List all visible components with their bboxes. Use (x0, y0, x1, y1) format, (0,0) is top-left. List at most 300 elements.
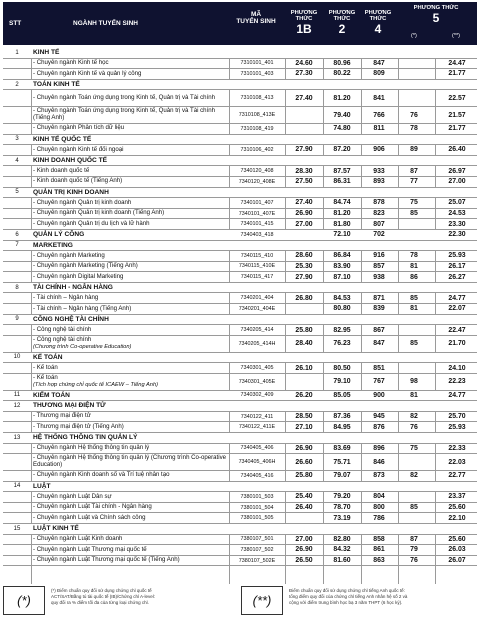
row-name-text: - Chuyên ngành Quản trị du lịch và lữ hành (33, 219, 150, 227)
row-code (231, 241, 283, 251)
row-stt (3, 325, 31, 335)
row-name-text: - Chuyên ngành Luật Thương mại quốc tế (33, 545, 147, 553)
footnote-double-star-line2: tổng điểm quy đổi của chứng chỉ tiếng Anh nhân hệ số 2 và (289, 594, 408, 600)
row-name-text: TÀI CHÍNH - NGÂN HÀNG (33, 284, 113, 292)
score-method-5-star: 76 (410, 557, 418, 565)
score-method-5-star: 78 (410, 125, 418, 133)
section-row (3, 80, 477, 91)
row-name (33, 272, 229, 282)
score-method-2: 83.69 (333, 444, 351, 452)
row-name-text: - Chuyên ngành Kinh tế đối ngoại (33, 145, 124, 153)
row-name-text: HỆ THỐNG THÔNG TIN QUẢN LÝ (33, 434, 138, 442)
table-row (3, 69, 477, 80)
row-name (33, 513, 229, 523)
row-name-text: KINH DOANH QUỐC TẾ (33, 156, 107, 164)
score-method-5-double-star: 24.47 (448, 59, 466, 67)
score-method-1b (287, 315, 321, 325)
row-name-text: - Chuyên ngành Toán ứng dụng trong Kinh tế, Quản trị và Tài chính (Tiếng Anh) (33, 107, 216, 122)
row-code: 7380101_505 (240, 515, 274, 522)
score-method-5-double-star: 22.10 (448, 514, 466, 522)
table-row (3, 59, 477, 70)
score-method-4: 800 (373, 504, 385, 512)
table-row (3, 262, 477, 273)
score-method-1b: 26.90 (295, 444, 313, 452)
score-method-5-star: 75 (410, 444, 418, 452)
score-method-5-star: 77 (410, 178, 418, 186)
row-name (33, 293, 229, 303)
score-method-4 (363, 353, 395, 363)
score-method-5-star: 85 (410, 294, 418, 302)
score-method-1b (287, 304, 321, 314)
row-code: 7380107_502E (238, 557, 276, 564)
score-method-4 (363, 188, 395, 198)
row-stt: 11 (13, 392, 21, 399)
score-method-1b: 27.90 (295, 273, 313, 281)
footnote-star-line3: quy đổi ra % điểm tối đa của từng loại chứng chỉ. (51, 600, 149, 606)
score-method-5-double-star: 27.00 (448, 178, 466, 186)
score-method-2 (325, 433, 359, 443)
row-name (33, 444, 229, 454)
row-stt (3, 69, 31, 79)
row-stt (3, 422, 31, 432)
score-method-2: 87.57 (333, 167, 351, 175)
row-name (33, 363, 229, 373)
header-m3-a: PHƯƠNG (364, 10, 392, 16)
score-method-4 (363, 80, 395, 90)
score-method-5-star (399, 283, 429, 293)
row-stt (3, 336, 31, 352)
row-name (33, 535, 229, 545)
score-method-5-double-star (437, 188, 477, 198)
score-method-2: 87.36 (333, 413, 351, 421)
score-method-5-star: 76 (410, 423, 418, 431)
score-method-5-double-star: 22.30 (448, 231, 466, 239)
row-name-text: - Kế toán (33, 363, 58, 371)
section-row (3, 241, 477, 252)
row-name-text: LUẬT (33, 482, 51, 490)
table-row (3, 293, 477, 304)
score-method-2 (325, 283, 359, 293)
table-row (3, 145, 477, 156)
row-name-text: - Chuyên ngành Digital Marketing (33, 272, 124, 280)
row-code (231, 156, 283, 166)
footnotes (3, 586, 477, 615)
score-method-5-double-star (437, 433, 477, 443)
table-row (3, 363, 477, 374)
score-method-4: 933 (373, 167, 385, 175)
row-name (33, 422, 229, 432)
score-method-4: 858 (373, 535, 385, 543)
table-row (3, 177, 477, 188)
footnote-double-star-line1: Điểm chuẩn quy đổi sử dụng chứng chỉ tiếng Anh quốc tế: (289, 588, 405, 593)
header-m2-b: THỨC (333, 16, 351, 23)
table-row (3, 503, 477, 514)
row-code (231, 524, 283, 534)
score-method-1b: 27.90 (295, 146, 313, 154)
score-method-2: 84.53 (333, 294, 351, 302)
table-row (3, 492, 477, 503)
score-method-5-double-star (437, 353, 477, 363)
table-row (3, 412, 477, 423)
row-stt (3, 545, 31, 555)
section-row (3, 230, 477, 241)
score-method-4: 938 (373, 273, 385, 281)
row-name-text: - Công nghệ tài chính (33, 325, 92, 333)
score-method-4: 893 (373, 178, 385, 186)
score-method-5-double-star: 26.27 (448, 273, 466, 281)
score-method-5-star (399, 241, 429, 251)
row-stt: 8 (15, 284, 19, 291)
score-method-4: 786 (373, 514, 385, 522)
score-method-5-double-star: 25.60 (448, 535, 466, 543)
score-method-1b (287, 513, 321, 523)
row-name-text: - Công nghệ tài chính (33, 336, 92, 344)
table-row (3, 124, 477, 135)
score-method-5-double-star: 25.93 (448, 252, 466, 260)
row-name-text: QUẢN TRỊ KINH DOANH (33, 188, 109, 196)
score-method-5-star: 79 (410, 546, 418, 554)
score-method-4 (363, 524, 395, 534)
score-method-4: 857 (373, 262, 385, 270)
section-row (3, 433, 477, 444)
row-stt (3, 272, 31, 282)
score-method-4: 900 (373, 391, 385, 399)
score-method-2: 79.40 (333, 111, 351, 119)
score-method-5-double-star: 24.77 (448, 294, 466, 302)
score-method-2: 76.23 (333, 340, 351, 348)
score-method-5-double-star: 22.03 (448, 458, 466, 466)
score-method-2 (325, 48, 359, 58)
score-method-4: 767 (373, 378, 385, 386)
score-method-1b: 28.60 (295, 252, 313, 260)
score-method-1b (287, 124, 321, 134)
row-name-text: KIỂM TOÁN (33, 391, 70, 399)
row-code: 7340101_407E (238, 210, 276, 217)
score-method-2: 87.10 (333, 273, 351, 281)
row-code: 7340120_408E (238, 178, 276, 185)
row-name-text: THƯƠNG MẠI ĐIỆN TỬ (33, 402, 106, 410)
score-method-2: 79.10 (333, 378, 351, 386)
score-method-4: 896 (373, 444, 385, 452)
header-sub-star: (*) (411, 33, 417, 39)
score-method-5-double-star: 26.07 (448, 557, 466, 565)
score-method-5-star (399, 513, 429, 523)
score-method-5-star: 85 (410, 504, 418, 512)
score-method-4: 878 (373, 199, 385, 207)
score-method-2 (325, 353, 359, 363)
row-code (231, 188, 283, 198)
score-method-5-double-star: 26.97 (448, 167, 466, 175)
row-name (33, 262, 229, 272)
score-method-4: 811 (373, 125, 385, 133)
table-row (3, 304, 477, 315)
score-method-2: 84.32 (333, 546, 351, 554)
row-code: 7380101_503 (240, 493, 274, 500)
score-method-2: 87.20 (333, 146, 351, 154)
score-method-4 (363, 135, 395, 145)
score-method-5-star (399, 433, 429, 443)
score-method-1b (287, 230, 321, 240)
score-method-5-star (399, 230, 429, 240)
row-name-subtitle: (Chương trình Co-operative Education) (33, 343, 132, 350)
score-method-5-double-star: 22.77 (448, 472, 466, 480)
row-name (33, 251, 229, 261)
row-code: 7340101_415 (240, 221, 274, 228)
row-code: 7340205_414 (240, 327, 274, 334)
row-stt (3, 251, 31, 261)
score-method-2 (325, 156, 359, 166)
header-sub-double-star: (**) (452, 33, 460, 39)
row-code: 7340405_406H (238, 459, 276, 466)
row-code: 7340122_411 (240, 413, 274, 420)
table-row (3, 219, 477, 230)
score-method-5-double-star: 25.93 (448, 423, 466, 431)
row-name (33, 90, 229, 106)
score-method-5-double-star (437, 156, 477, 166)
score-method-1b: 26.90 (295, 210, 313, 218)
row-name (33, 471, 229, 481)
row-stt (3, 90, 31, 106)
table-row (3, 374, 477, 391)
row-name (33, 556, 229, 566)
score-method-2: 81.80 (333, 220, 351, 228)
row-code: 7310101_401 (240, 60, 274, 67)
row-stt: 3 (15, 136, 19, 143)
row-code: 7340405_406 (240, 445, 274, 452)
row-code: 7340301_405 (240, 365, 274, 372)
score-method-4: 945 (373, 413, 385, 421)
row-code: 7340115_410E (238, 263, 276, 270)
row-name (33, 80, 229, 90)
table-row (3, 90, 477, 107)
row-stt (3, 304, 31, 314)
row-name-text: - Chuyên ngành Kinh tế và quản lý công (33, 69, 142, 77)
score-method-5-double-star: 25.07 (448, 199, 466, 207)
row-name (33, 503, 229, 513)
row-name (33, 145, 229, 155)
row-code: 7310101_403 (240, 70, 274, 77)
score-method-5-star: 87 (410, 535, 418, 543)
score-method-2: 74.80 (333, 125, 351, 133)
score-method-2: 81.60 (333, 557, 351, 565)
row-name-text: - Chuyên ngành Luật Thương mại quốc tế (Tiếng Anh) (33, 556, 180, 564)
header-method-1b (287, 10, 321, 36)
row-stt (3, 556, 31, 566)
score-method-5-star: 81 (410, 305, 418, 313)
row-name (33, 374, 229, 390)
table-row (3, 513, 477, 524)
header-m3-number: 4 (374, 22, 382, 37)
row-stt (3, 492, 31, 502)
header-nganh: NGÀNH TUYỂN SINH (73, 20, 139, 27)
score-method-4: 876 (373, 423, 385, 431)
row-code: 7340403_418 (240, 231, 274, 238)
score-method-5-double-star: 25.60 (448, 504, 466, 512)
row-code (231, 135, 283, 145)
score-method-2: 81.20 (333, 210, 351, 218)
score-method-5-star (399, 353, 429, 363)
row-name-text: - Chuyên ngành Hệ thống thông tin quản lý (33, 444, 150, 452)
score-method-5-double-star: 22.57 (448, 94, 466, 102)
score-method-5-star (399, 492, 429, 502)
score-method-2: 85.05 (333, 391, 351, 399)
score-method-1b (287, 401, 321, 411)
score-method-5-star (399, 48, 429, 58)
table-row (3, 166, 477, 177)
score-method-5-star (399, 156, 429, 166)
row-code (231, 315, 283, 325)
row-stt: 5 (15, 189, 19, 196)
score-method-5-double-star (437, 315, 477, 325)
row-stt: 14 (13, 483, 21, 490)
table-row (3, 251, 477, 262)
score-method-5-double-star (437, 80, 477, 90)
score-method-4: 823 (373, 210, 385, 218)
table-header (3, 2, 477, 45)
header-m2-number: 2 (338, 22, 346, 37)
row-name-text: - Chuyên ngành Kinh tế học (33, 59, 109, 67)
score-method-4: 839 (373, 305, 385, 313)
score-method-5-double-star: 26.17 (448, 262, 466, 270)
score-method-1b: 27.00 (295, 220, 313, 228)
score-method-4 (363, 241, 395, 251)
footnote-star-line1: (*) Điểm chuẩn quy đổi sử dụng chứng chỉ quốc tế (51, 588, 152, 593)
score-method-1b (287, 48, 321, 58)
header-m1-a: PHƯƠNG (290, 10, 318, 16)
header-m1-b: THỨC (295, 16, 313, 23)
score-method-4 (363, 433, 395, 443)
score-method-2 (325, 315, 359, 325)
section-row (3, 315, 477, 326)
score-method-2 (325, 135, 359, 145)
row-stt (3, 107, 31, 123)
score-method-1b: 25.40 (295, 493, 313, 501)
row-name-text: - Chuyên ngành Luật Tài chính - Ngân hàng (33, 503, 152, 511)
row-code (231, 401, 283, 411)
row-name-subtitle: (Tích hợp chứng chỉ quốc tế ICAEW – Tiếng Anh) (33, 381, 159, 388)
row-code (231, 433, 283, 443)
score-method-1b: 26.50 (295, 557, 313, 565)
score-method-5-star (399, 219, 429, 229)
score-method-5-double-star: 22.47 (448, 326, 466, 334)
score-method-1b: 25.80 (295, 326, 313, 334)
score-method-4: 851 (373, 364, 385, 372)
score-method-5-star: 76 (410, 111, 418, 119)
score-method-5-double-star (437, 482, 477, 492)
score-method-1b (287, 156, 321, 166)
table-row (3, 272, 477, 283)
score-method-1b (287, 353, 321, 363)
table-row (3, 422, 477, 433)
score-method-1b (287, 107, 321, 123)
header-m1-number: 1B (296, 22, 312, 37)
row-stt: 2 (15, 81, 19, 88)
footnote-mark-star: (*) (3, 586, 45, 615)
row-stt (3, 454, 31, 470)
score-method-5-star (399, 315, 429, 325)
row-name (33, 198, 229, 208)
score-method-2: 72.10 (333, 231, 351, 239)
row-code: 7310108_413E (238, 112, 276, 119)
score-method-1b: 28.50 (295, 413, 313, 421)
score-method-5-double-star: 24.77 (448, 391, 466, 399)
row-code: 7340122_411E (238, 424, 276, 431)
table-row (3, 107, 477, 124)
row-code: 7340115_410 (240, 252, 274, 259)
row-name (33, 124, 229, 134)
score-method-5-double-star (437, 241, 477, 251)
row-name (33, 412, 229, 422)
header-m4-number: 5 (432, 11, 440, 26)
section-row (3, 353, 477, 364)
score-method-1b: 25.30 (295, 262, 313, 270)
score-method-5-double-star: 21.57 (448, 111, 466, 119)
row-name-text: - Chuyên ngành Kinh doanh số và Trí tuệ nhân tạo (33, 471, 170, 479)
row-name (33, 135, 229, 145)
row-name-text: - Chuyên ngành Quản trị kinh doanh (33, 198, 132, 206)
row-name (33, 492, 229, 502)
row-name-text: - Chuyên ngành Luật Kinh doanh (33, 534, 123, 542)
score-method-5-star: 81 (410, 262, 418, 270)
score-method-2: 82.80 (333, 535, 351, 543)
row-stt: 12 (13, 403, 21, 410)
score-method-5-star: 89 (410, 146, 418, 154)
score-method-4 (363, 156, 395, 166)
score-method-2 (325, 401, 359, 411)
footnote-text-double-star (289, 588, 407, 606)
row-name (33, 454, 229, 470)
row-stt (3, 166, 31, 176)
section-row (3, 283, 477, 294)
score-method-5-double-star: 21.77 (448, 125, 466, 133)
row-name-text: - Kinh doanh quốc tế (Tiếng Anh) (33, 177, 123, 185)
row-stt (3, 262, 31, 272)
row-name-text: CÔNG NGHỆ TÀI CHÍNH (33, 315, 109, 323)
score-method-5-double-star (437, 283, 477, 293)
score-method-4: 863 (373, 557, 385, 565)
footnote-star-line2: ACT/SAT/Bằng tú tài quốc tế (IB)/Chứng chỉ A-level: (51, 594, 155, 600)
score-method-1b: 27.50 (295, 178, 313, 186)
score-method-5-double-star: 21.70 (448, 340, 466, 348)
score-method-1b: 27.40 (295, 94, 313, 102)
row-code: 7380107_501 (240, 536, 274, 543)
score-method-5-star (399, 90, 429, 106)
score-method-5-double-star: 24.10 (448, 364, 466, 372)
score-method-5-star (399, 325, 429, 335)
section-row (3, 188, 477, 199)
row-name (33, 69, 229, 79)
score-method-1b (287, 80, 321, 90)
score-method-4: 809 (373, 70, 385, 78)
score-method-2: 84.95 (333, 423, 351, 431)
row-name (33, 209, 229, 219)
score-method-1b (287, 283, 321, 293)
score-method-5-star: 78 (410, 252, 418, 260)
row-stt (3, 124, 31, 134)
header-ma-line2: TUYỂN SINH (236, 17, 276, 25)
header-ma-line1: MÃ (250, 11, 262, 18)
row-name (33, 241, 229, 251)
row-name-text: - Tài chính – Ngân hàng (Tiếng Anh) (33, 304, 132, 312)
score-method-2 (325, 241, 359, 251)
row-code: 7340405_416 (240, 472, 274, 479)
row-stt: 9 (15, 316, 19, 323)
section-row (3, 391, 477, 402)
score-method-4 (363, 315, 395, 325)
score-method-2: 75.71 (333, 458, 351, 466)
score-method-1b (287, 188, 321, 198)
score-method-5-double-star: 23.37 (448, 493, 466, 501)
